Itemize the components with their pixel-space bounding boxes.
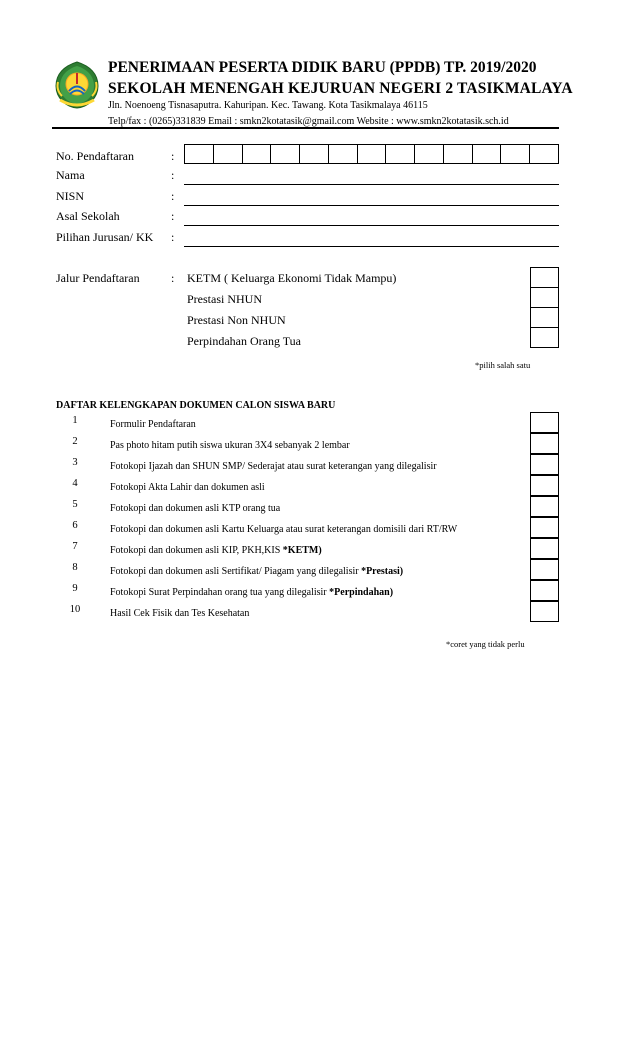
document-item-text: Fotokopi dan dokumen asli KIP, PKH,KIS [110,545,283,556]
document-checkbox[interactable] [530,454,559,475]
document-checkbox[interactable] [530,538,559,559]
registration-number-boxes[interactable] [184,144,559,164]
nisn-field[interactable] [184,205,559,206]
document-item [110,566,403,577]
registration-number-label: No. Pendaftaran [56,149,134,163]
document-item [110,587,393,598]
pathway-checkbox[interactable] [530,267,559,288]
document-item-category: *KETM) [282,545,322,556]
colon: : [171,168,175,182]
document-item [110,608,249,619]
colon: : [171,209,175,223]
document-item-number: 2 [72,436,78,447]
pathway-checkbox[interactable] [530,327,559,348]
registration-digit-box[interactable] [271,145,300,163]
registration-digit-box[interactable] [214,145,243,163]
document-item-text: Formulir Pendaftaran [110,419,196,430]
document-checkbox[interactable] [530,601,559,622]
name-label: Nama [56,168,85,182]
pathway-label: Jalur Pendaftaran [56,271,140,285]
registration-digit-box[interactable] [415,145,444,163]
registration-digit-box[interactable] [530,145,558,163]
document-item-text: Fotokopi dan dokumen asli Kartu Keluarga atau surat keterangan domisili dari RT/RW [110,524,458,535]
colon: : [171,230,175,244]
document-item-number: 5 [72,499,78,510]
pathway-option: Prestasi NHUN [187,292,262,306]
registration-digit-box[interactable] [243,145,272,163]
document-checkbox[interactable] [530,475,559,496]
document-item-number: 1 [72,415,78,426]
documents-section-title: DAFTAR KELENGKAPAN DOKUMEN CALON SISWA BARU [56,400,336,411]
pathway-checkbox[interactable] [530,307,559,328]
pathway-option: KETM ( Keluarga Ekonomi Tidak Mampu) [187,271,397,285]
document-item-category: *Perpindahan) [329,587,394,598]
major-choice-label: Pilihan Jurusan/ KK [56,230,154,244]
registration-digit-box[interactable] [358,145,387,163]
nisn-label: NISN [56,189,85,203]
colon: : [171,271,175,285]
registration-digit-box[interactable] [300,145,329,163]
document-item-text: Fotokopi dan dokumen asli Sertifikat/ Piagam yang dilegalisir [110,566,362,577]
school-address: Jln. Noenoeng Tisnasaputra. Kahuripan. Kec. Tawang. Kota Tasikmalaya 46115 [108,100,428,111]
pathway-note: *pilih salah satu [475,360,531,370]
school-origin-label: Asal Sekolah [56,209,120,223]
registration-digit-box[interactable] [473,145,502,163]
registration-digit-box[interactable] [386,145,415,163]
document-item [110,524,457,535]
document-item-number: 6 [72,520,78,531]
document-item-number: 9 [72,583,78,594]
document-checkbox[interactable] [530,517,559,538]
document-item-text: Fotokopi Ijazah dan SHUN SMP/ Sederajat atau surat keterangan yang dilegalisir [110,461,437,472]
colon: : [171,149,175,163]
document-item-number: 10 [69,604,81,615]
document-item-text: Fotokopi Surat Perpindahan orang tua yang dilegalisir [110,587,330,598]
document-item-text: Fotokopi dan dokumen asli KTP orang tua [110,503,281,514]
registration-digit-box[interactable] [501,145,530,163]
document-item-number: 4 [72,478,78,489]
colon: : [171,189,175,203]
registration-digit-box[interactable] [185,145,214,163]
document-checkbox[interactable] [530,559,559,580]
document-item-category: *Prestasi) [361,566,404,577]
document-checkbox[interactable] [530,580,559,601]
document-item-text: Hasil Cek Fisik dan Tes Kesehatan [110,608,250,619]
school-name: SEKOLAH MENENGAH KEJURUAN NEGERI 2 TASIKMALAYA [108,80,573,97]
document-item [110,419,196,430]
pathway-option: Perpindahan Orang Tua [187,334,301,348]
header-divider [52,127,559,129]
document-checkbox[interactable] [530,496,559,517]
school-origin-field[interactable] [184,225,559,226]
document-item [110,440,350,451]
document-item-text: Pas photo hitam putih siswa ukuran 3X4 sebanyak 2 lembar [110,440,350,451]
document-item [110,503,280,514]
registration-digit-box[interactable] [329,145,358,163]
document-checkbox[interactable] [530,433,559,454]
document-item-text: Fotokopi Akta Lahir dan dokumen asli [110,482,265,493]
document-item-number: 3 [72,457,78,468]
document-checkbox[interactable] [530,412,559,433]
document-item [110,461,437,472]
pathway-checkbox[interactable] [530,287,559,308]
document-item-number: 7 [72,541,78,552]
pathway-option: Prestasi Non NHUN [187,313,286,327]
registration-digit-box[interactable] [444,145,473,163]
documents-note: *coret yang tidak perlu [446,639,525,649]
document-item [110,545,322,556]
school-contact: Telp/fax : (0265)331839 Email : smkn2kotatasik@gmail.com Website : www.smkn2kotatasik.sch.id [108,116,509,127]
name-field[interactable] [184,184,559,185]
document-item [110,482,265,493]
school-logo-icon [52,60,102,110]
document-item-number: 8 [72,562,78,573]
major-choice-field[interactable] [184,246,559,247]
page-title: PENERIMAAN PESERTA DIDIK BARU (PPDB) TP. 2019/2020 [108,59,537,76]
